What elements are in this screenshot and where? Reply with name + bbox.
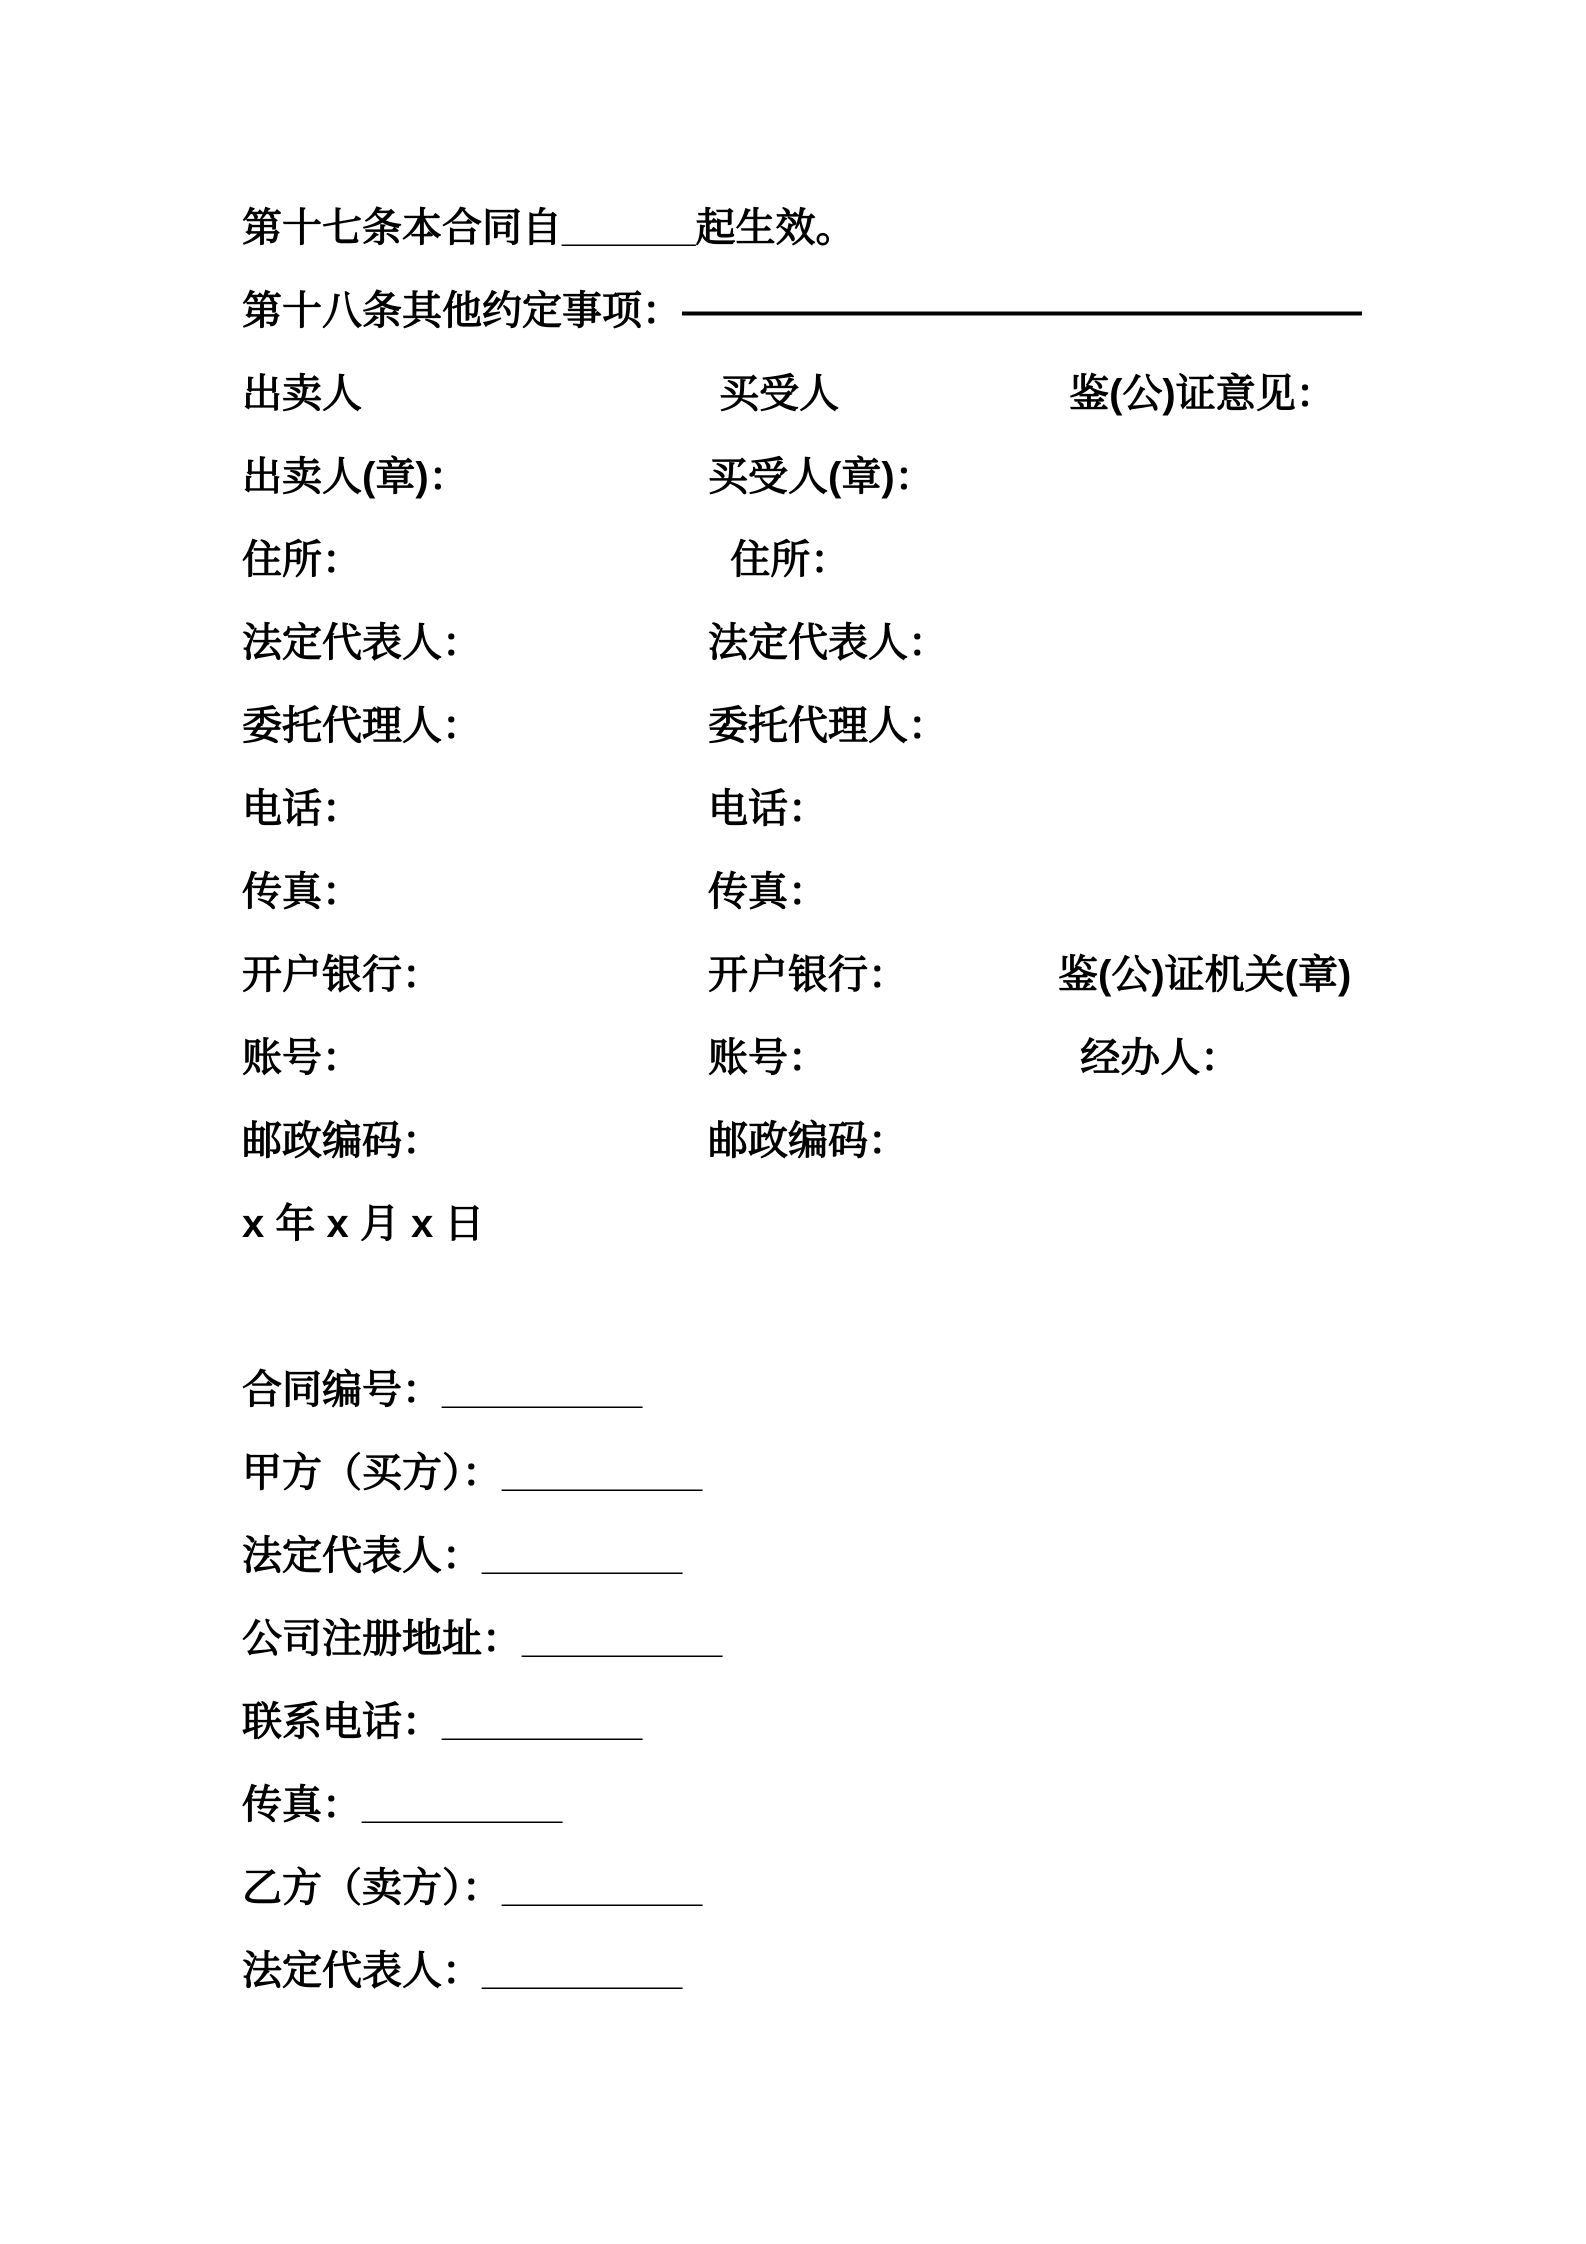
signature-row-agent: [242, 685, 1556, 768]
notarization-opinion-label: 鉴(公)证意见：: [1058, 372, 1336, 416]
buyer-address-label: 住所：: [708, 538, 851, 582]
fax-line: 传真：_________: [242, 1783, 563, 1827]
signature-row-phone: [242, 768, 1556, 851]
seller-phone-label: 电话：: [242, 787, 362, 831]
seller-legal-rep-label: 法定代表人：: [242, 621, 482, 665]
contact-phone-line: 联系电话：_________: [242, 1700, 643, 1744]
seller-header: 出卖人: [242, 372, 362, 416]
seller-fax-label: 传真：: [242, 870, 362, 914]
signature-row-bank: [242, 934, 1556, 1017]
signature-row-parties: [242, 353, 1556, 436]
seller-postcode-label: 邮政编码：: [242, 1119, 442, 1163]
empty-cell: [1058, 602, 1556, 685]
seller-account-label: 账号：: [242, 1036, 362, 1080]
empty-cell: [1058, 685, 1556, 768]
party-b-legal-rep-line: 法定代表人：_________: [242, 1949, 683, 1993]
buyer-header: 买受人: [708, 372, 840, 416]
clause-17-effective-date: 第十七条本合同自______起生效。: [242, 206, 856, 250]
empty-cell: [1058, 519, 1556, 602]
seller-seal-label: 出卖人(章)：: [242, 455, 469, 499]
party-a-line: 甲方（买方）：_________: [242, 1451, 703, 1495]
buyer-legal-rep-label: 法定代表人：: [708, 621, 948, 665]
buyer-phone-label: 电话：: [708, 787, 828, 831]
date-line: x 年 x 月 x 日: [242, 1202, 485, 1246]
empty-cell: [1058, 1100, 1556, 1183]
signature-row-account: [242, 1017, 1556, 1100]
notary-handler-label: 经办人：: [1058, 1036, 1241, 1080]
buyer-account-label: 账号：: [708, 1036, 828, 1080]
seller-address-label: 住所：: [242, 538, 362, 582]
signature-row-fax: [242, 851, 1556, 934]
buyer-bank-label: 开户银行：: [708, 953, 908, 997]
contract-body: [242, 187, 1556, 2013]
empty-cell: [1058, 436, 1556, 519]
signature-row-legal-rep: [242, 602, 1556, 685]
signature-row-address: [242, 519, 1556, 602]
buyer-postcode-label: 邮政编码：: [708, 1119, 908, 1163]
seller-bank-label: 开户银行：: [242, 953, 442, 997]
notary-authority-seal-label: 鉴(公)证机关(章): [1058, 953, 1352, 997]
empty-cell: [1058, 768, 1556, 851]
buyer-fax-label: 传真：: [708, 870, 828, 914]
clause-18-other-terms: 第十八条其他约定事项：—————————————————: [242, 289, 1362, 333]
party-b-line: 乙方（卖方）：_________: [242, 1866, 703, 1910]
contract-number-line: 合同编号：_________: [242, 1368, 643, 1412]
party-a-legal-rep-line: 法定代表人：_________: [242, 1534, 683, 1578]
company-registered-address-line: 公司注册地址：_________: [242, 1617, 723, 1661]
empty-cell: [1058, 851, 1556, 934]
buyer-seal-label: 买受人(章)：: [708, 455, 935, 499]
seller-agent-label: 委托代理人：: [242, 704, 482, 748]
buyer-agent-label: 委托代理人：: [708, 704, 948, 748]
section-gap: [242, 1266, 1556, 1349]
signature-row-postcode: [242, 1100, 1556, 1183]
signature-row-seal: [242, 436, 1556, 519]
